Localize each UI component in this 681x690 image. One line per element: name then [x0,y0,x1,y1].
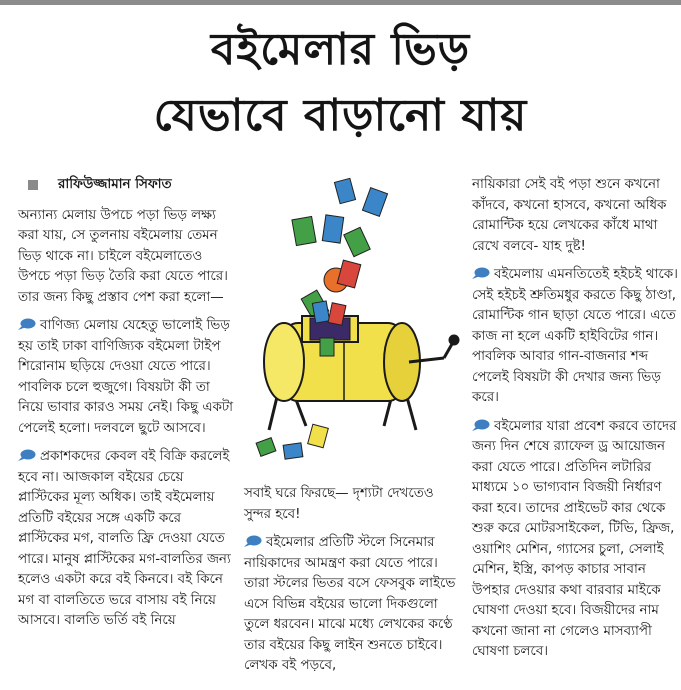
headline-line-1: বইমেলার ভিড় [210,24,471,75]
lottery-drum [264,301,420,401]
speech-bubble-icon [472,419,490,431]
speech-bubble-icon [472,267,490,279]
square-icon [28,180,38,190]
author-name: রাফিউজ্জামান সিফাত [58,177,172,192]
top-rule [0,0,681,5]
byline [18,175,234,196]
speech-bubble-icon [18,318,36,330]
ground-cards [256,424,328,459]
column-3 [472,175,678,671]
paragraph-trade-fair: বাণিজ্য মেলায় যেহেতু ভালোই ভিড় হয় তাই ঢাকা বাণিজ্যিক বইমেলা টাইপ শিরোনাম ছড়িয়ে দেওয়া যেতে পারে। পাবলিক চলে হুজুগে। বিষয়টা কী তা নিয়ে ভাবার কারও সময় নেই। কিছু একটা পেলেই হলো। দলবলে ছুটে আসবে। [18,318,234,436]
paragraph-raffle: বইমেলার যারা প্রবেশ করবে তাদের জন্য দিন শেষে র‍্যাফেল ড্র আয়োজন করা যেতে পারে। প্রতিদিন লটারির মাধ্যমে ১০ ভাগ্যবান বিজয়ী নির্ধারণ করা হবে। তাদের প্রাইভেট কার থেকে শুরু করে মোটরসাইকেল, টিভি, ফ্রিজ, ওয়াশিং মেশিন, গ্যাসের চুলা, সেলাই মেশিন, ইস্ত্রি, কাপড় কাচার সাবান উপহার দেওয়ার কথা বারবার মাইকে ঘোষণা দেওয়া হবে। বিজয়ীদের নাম কখনো জানা না গেলেও মাসব্যাপী ঘোষণা চলবে। [472,418,677,659]
column-2 [244,484,464,685]
intro-paragraph: অন্যান্য মেলায় উপচে পড়া ভিড় লক্ষ্য করা যায়, সে তুলনায় বইমেলায় তেমন ভিড় থাকে না। চাইলে বইমেলাতেও উপচে পড়া ভিড় তৈরি করা যেতে পারে। তার জন্য কিছু প্রস্তাব পেশ করা হলো— [18,207,228,305]
speech-bubble-icon [18,449,36,461]
headline-line-2: যেভাবে বাড়ানো যায় [153,90,528,141]
paragraph-plastic-mug: প্রকাশকদের কেবল বই বিক্রি করলেই হবে না। আজকাল বইয়ের চেয়ে প্লাস্টিকের মূল্য অধিক। তাই বইমেলায় প্রতিটি বইয়ের সঙ্গে একটি করে প্লাস্টিকের মগ, বালতি ফ্রি দেওয়া যেতে পারে। মানুষ প্লাস্টিকের মগ-বালতির জন্য হলেও একটা করে বই কিনবে। বই কিনে মগ বা বালতিতে ভরে বাসায় বই নিয়ে আসবে। বালতি ভর্তি বই নিয়ে [18,449,231,628]
speech-bubble-icon [244,535,262,547]
illustration-caption: সবাই ঘরে ফিরছে— দৃশ্যটা দেখতেও সুন্দর হবে! [244,486,434,522]
flying-cards [292,178,388,320]
column-1 [18,175,234,640]
paragraph-music: বইমেলায় এমনতিতেই হইচই থাকে। সেই হইচই শ্রুতিমধুর করতে কিছু ঠাণ্ডা, রোমান্টিক গান ছাড়া যেতে পারে। এতে কাজ না হলে একটি হাইবিটের গান। পাবলিক আবার গান-বাজনার শব্দ পেলেই বিষয়টা কী দেখার জন্য ভিড় করে। [472,267,678,405]
lottery-drum-illustration [244,168,469,478]
paragraph-heroines: বইমেলার প্রতিটি স্টলে সিনেমার নায়িকাদের আমন্ত্রণ করা যেতে পারে। তারা স্টলের ভিতর বসে ফেসবুক লাইভে এসে বিভিন্ন বইয়ের ভালো দিকগুলো তুলে ধরবেন। মাঝে মধ্যে লেখকের কণ্ঠে তার বইয়ের কিছু লাইন শুনতে চাইবে। লেখক বই পড়বে, [244,535,456,673]
paragraph-continued: নায়িকারা সেই বই পড়া শুনে কখনো কাঁদবে, কখনো হাসবে, কখনো অধিক রোমান্টিক হয়ে লেখকের কাঁধে মাথা রেখে বলবে- যাহ দুষ্ট! [472,177,667,254]
